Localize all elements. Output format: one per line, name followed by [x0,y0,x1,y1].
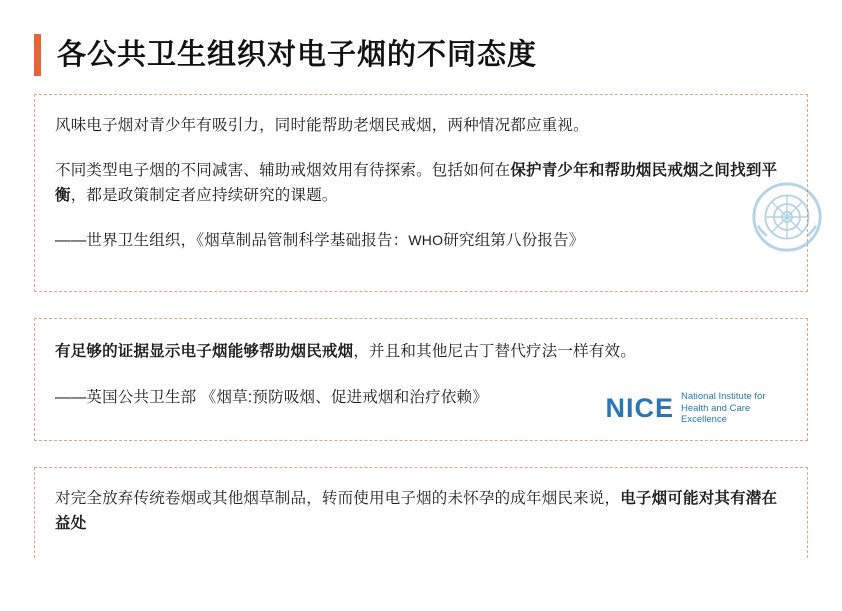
who-paragraph-2-lead: 不同类型电子烟的不同减害、辅助戒烟效用有待探索。包括如何在 [55,162,511,180]
who-paragraph-2-bold: 保护青少年和帮助烟民戒烟之间找到平衡 [55,162,778,205]
nice-logo-wordmark: NICE [605,393,674,424]
who-source [55,228,787,253]
nice-logo [605,391,793,425]
nice-logo-tagline: National Institute for Health and Care Excellence [681,391,766,426]
third-paragraph [55,486,787,536]
who-source-tail: 研究组第八份报告》 [443,232,585,250]
quote-block-third [34,467,808,558]
who-source-lead: ——世界卫生组织，《烟草制品管制科学基础报告： [55,232,409,250]
who-paragraph-1: 风味电子烟对青少年有吸引力，同时能帮助老烟民戒烟，两种情况都应重视。 [55,117,589,134]
who-source-abbr: WHO [408,232,444,249]
third-paragraph-lead: 对完全放弃传统卷烟或其他烟草制品，转而使用电子烟的未怀孕的成年烟民来说， [55,489,621,507]
phe-statement [55,339,787,364]
third-paragraph-bold: 电子烟可能对其有潜在益处 [55,489,778,532]
phe-statement-bold: 有足够的证据显示电子烟能够帮助烟民戒烟 [55,343,354,361]
title-accent-bar [34,34,41,76]
phe-statement-tail: ，并且和其他尼古丁替代疗法一样有效。 [353,343,636,361]
page-title-text: 各公共卫生组织对电子烟的不同态度 [57,38,538,71]
who-paragraph-2 [55,158,787,208]
phe-source: ——英国公共卫生部 《烟草:预防吸烟、促进戒烟和治疗依赖》 [55,388,488,406]
who-paragraph-2-tail: ，都是政策制定者应持续研究的课题。 [70,187,338,205]
quote-block-phe [34,318,808,440]
page-title [34,0,808,94]
quote-block-who [34,94,808,292]
